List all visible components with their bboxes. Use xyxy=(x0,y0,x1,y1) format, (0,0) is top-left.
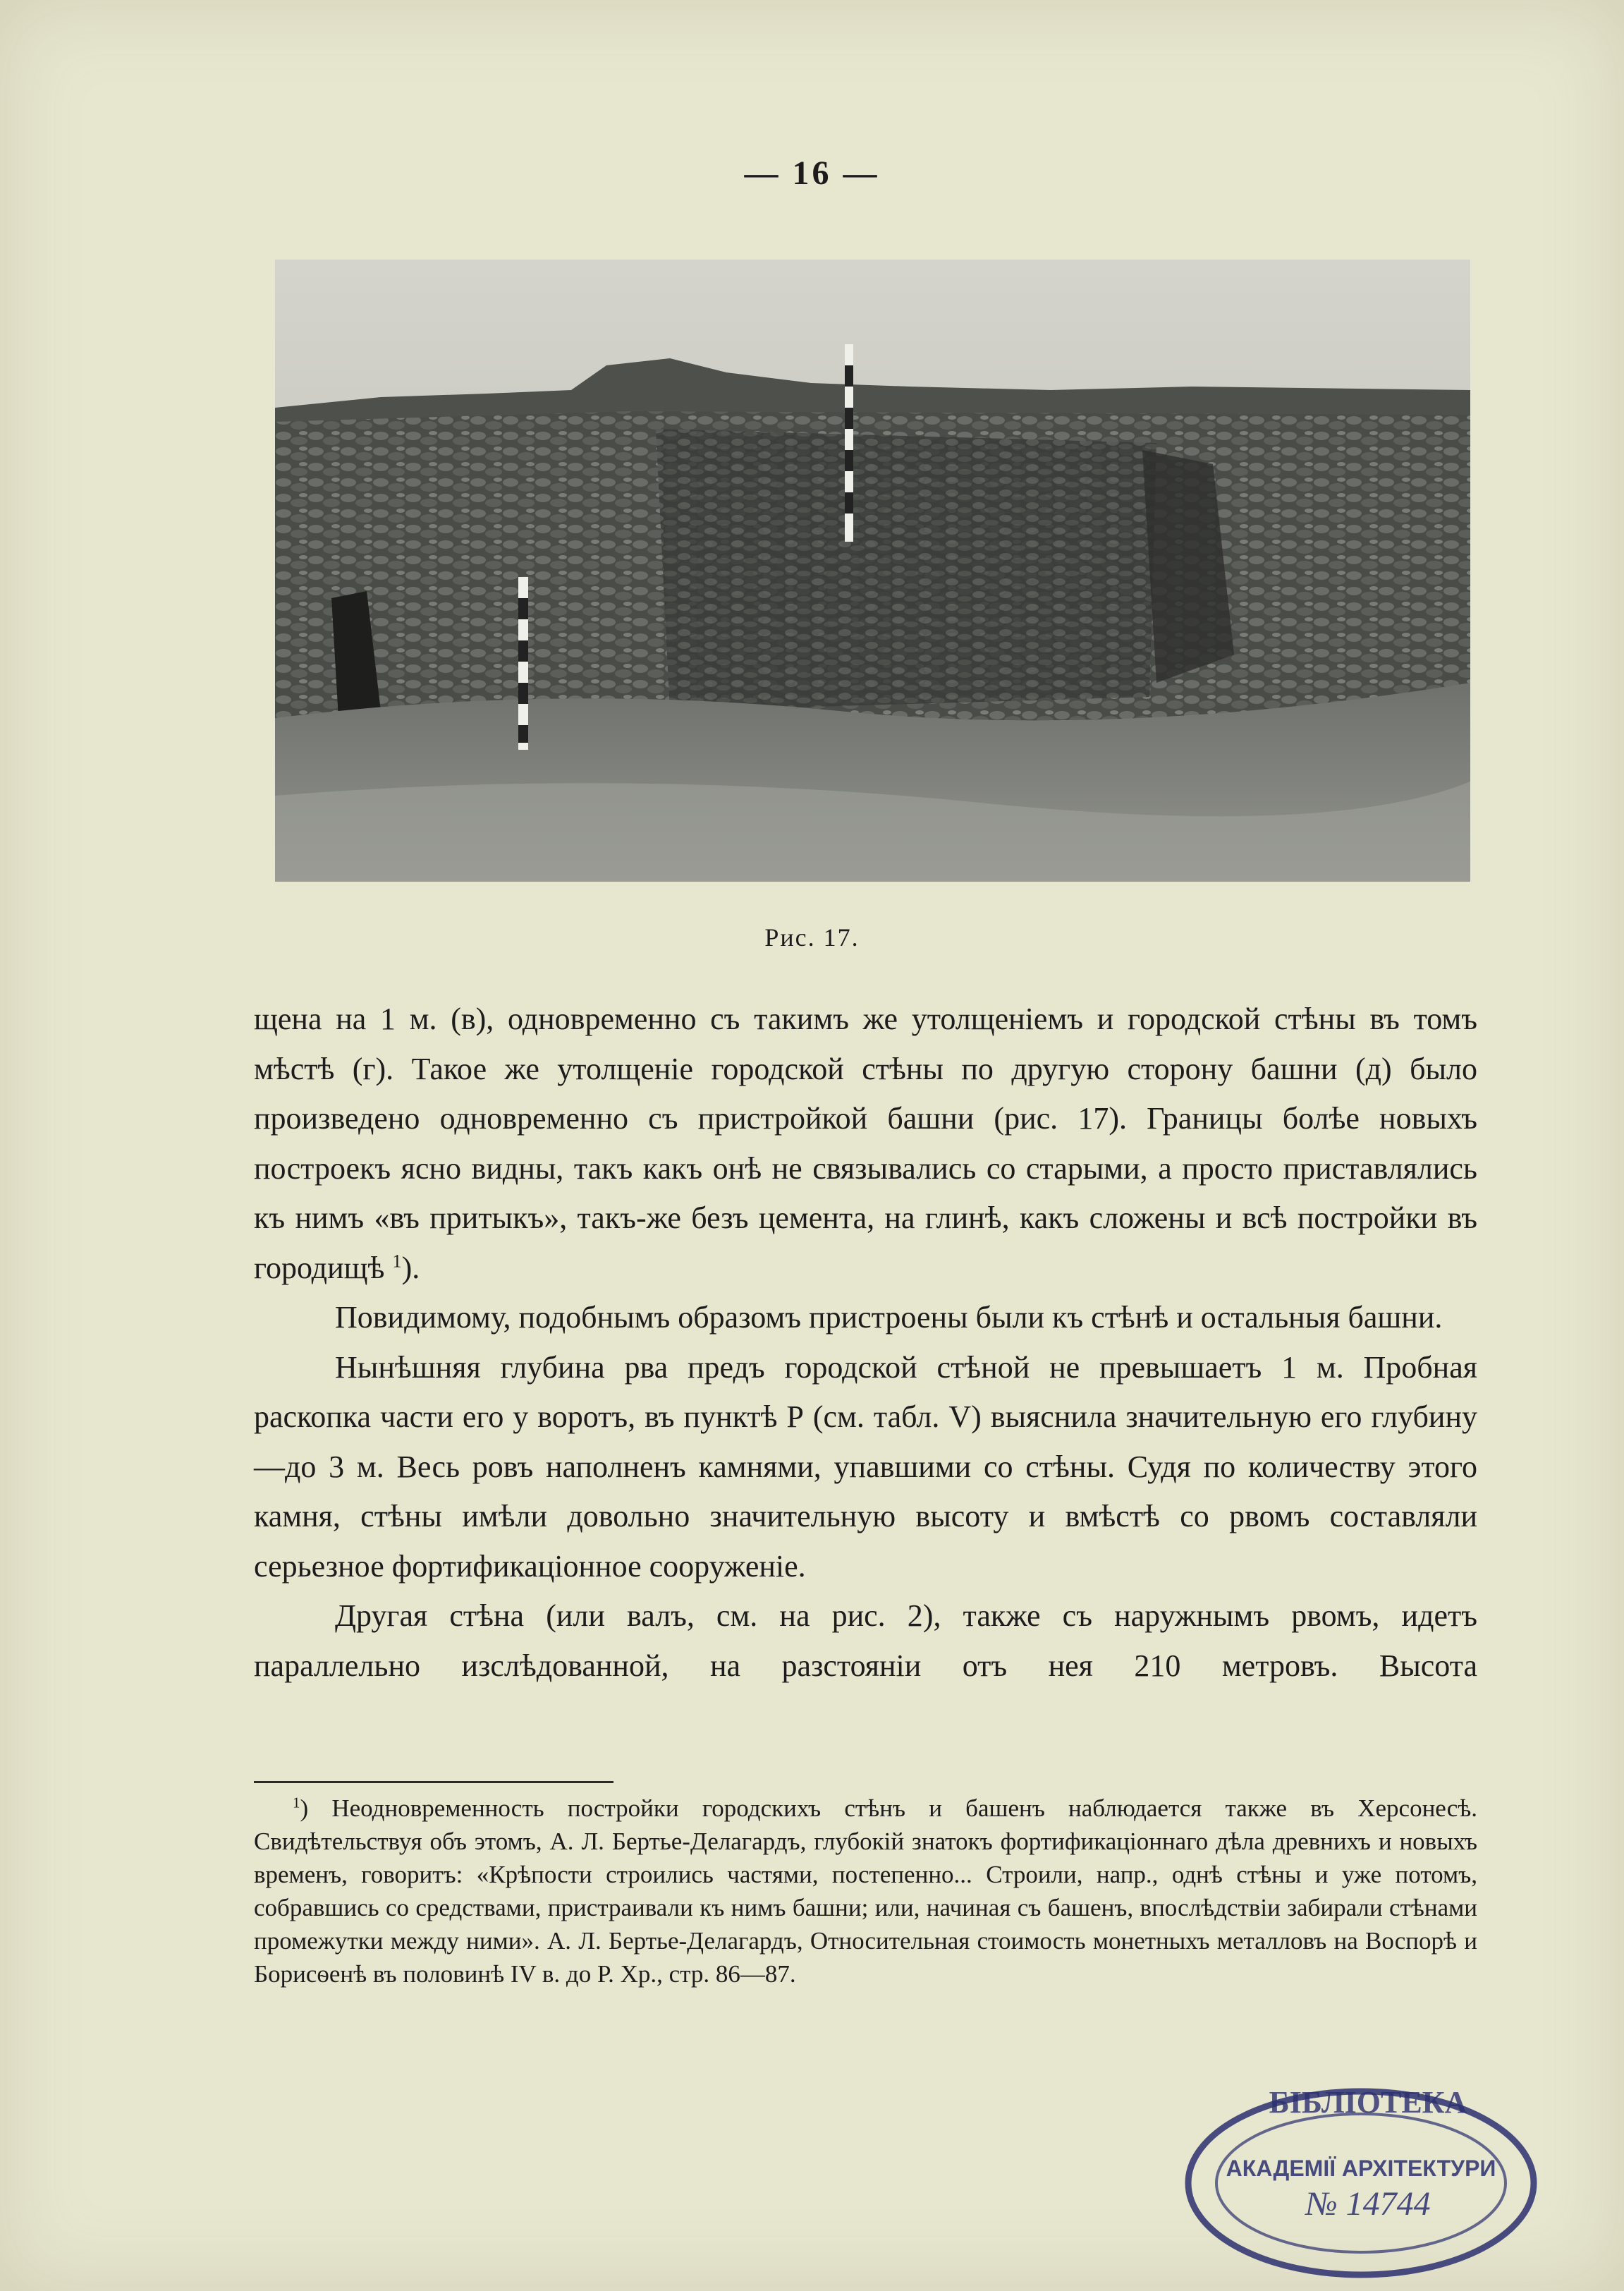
stamp-text-top: БІБЛІОТЕКА xyxy=(1269,2085,1467,2120)
page-number: — 16 — xyxy=(744,154,880,192)
stamp-number: № 14744 xyxy=(1305,2185,1431,2223)
excavation-photo xyxy=(275,260,1470,882)
paragraph-1-end: ). xyxy=(401,1250,420,1285)
footnote-divider xyxy=(254,1781,613,1783)
footnote-paragraph xyxy=(254,1792,1477,1991)
footnote-text: ) Неодновременность постройки городскихъ стѣнъ и башенъ наблюдается также въ Херсонесѣ. Свидѣтельствуя объ этомъ, А. Л. Бертье-Делагардъ, глубокій знатокъ фортификаціоннаго дѣла древнихъ и новыхъ временъ, говоритъ: «Крѣпости строились частями, постепенно... Строили, напр., однѣ стѣны и уже потомъ, собравшись со средствами, пристраивали къ нимъ башни; или, начиная съ башенъ, впослѣдствіи забирали стѣнами промежутки между ними». А. Л. Бертье-Делагардъ, Относительная стоимость монетныхъ металловъ на Воспорѣ и Борисѳенѣ въ половинѣ IV в. до Р. Хр., стр. 86—87. xyxy=(254,1794,1477,1988)
figure-caption: Рис. 17. xyxy=(764,923,860,952)
library-stamp-icon xyxy=(1156,2070,1551,2282)
excavation-photo-icon xyxy=(275,260,1470,882)
footnote xyxy=(254,1792,1477,1991)
footnote-marker: 1 xyxy=(293,1794,300,1811)
paragraph-1-text: щена на 1 м. (в), одновременно съ такимъ же утолщеніемъ и городской стѣны въ томъ мѣстѣ (г). Такое же утолщеніе городской стѣны по другую сторону башни (д) было произведено одновременно съ пристройкой башни (рис. 17). Границы болѣе новыхъ построекъ ясно видны, такъ какъ онѣ не связывались со старыми, а просто приставлялись къ нимъ «въ притыкъ», такъ-же безъ цемента, на глинѣ, какъ сложены и всѣ постройки въ городищѣ xyxy=(254,1002,1477,1285)
footnote-ref: 1 xyxy=(392,1249,402,1271)
paragraph-4: Другая стѣна (или валъ, см. на рис. 2), также съ наружнымъ рвомъ, идетъ параллельно изслѣдованной, на разстояніи отъ нея 210 метровъ. Высота xyxy=(254,1598,1477,1683)
paragraph-2: Повидимому, подобнымъ образомъ пристроены были къ стѣнѣ и остальныя башни. xyxy=(335,1300,1443,1335)
paragraph-1 xyxy=(254,995,1477,1293)
library-stamp xyxy=(1156,2070,1551,2282)
stamp-text-middle: АКАДЕМІЇ АРХІТЕКТУРИ xyxy=(1226,2156,1496,2181)
paragraph-3: Нынѣшняя глубина рва предъ городской стѣной не превышаетъ 1 м. Пробная раскопка части его у воротъ, въ пунктѣ Р (см. табл. V) выяснила значительную его глубину—до 3 м. Весь ровъ наполненъ камнями, упавшими со стѣны. Судя по количеству этого камня, стѣны имѣли довольно значительную высоту и вмѣстѣ со рвомъ составляли серьезное фортификаціонное сооруженіе. xyxy=(254,1349,1477,1584)
main-text xyxy=(254,995,1477,1691)
